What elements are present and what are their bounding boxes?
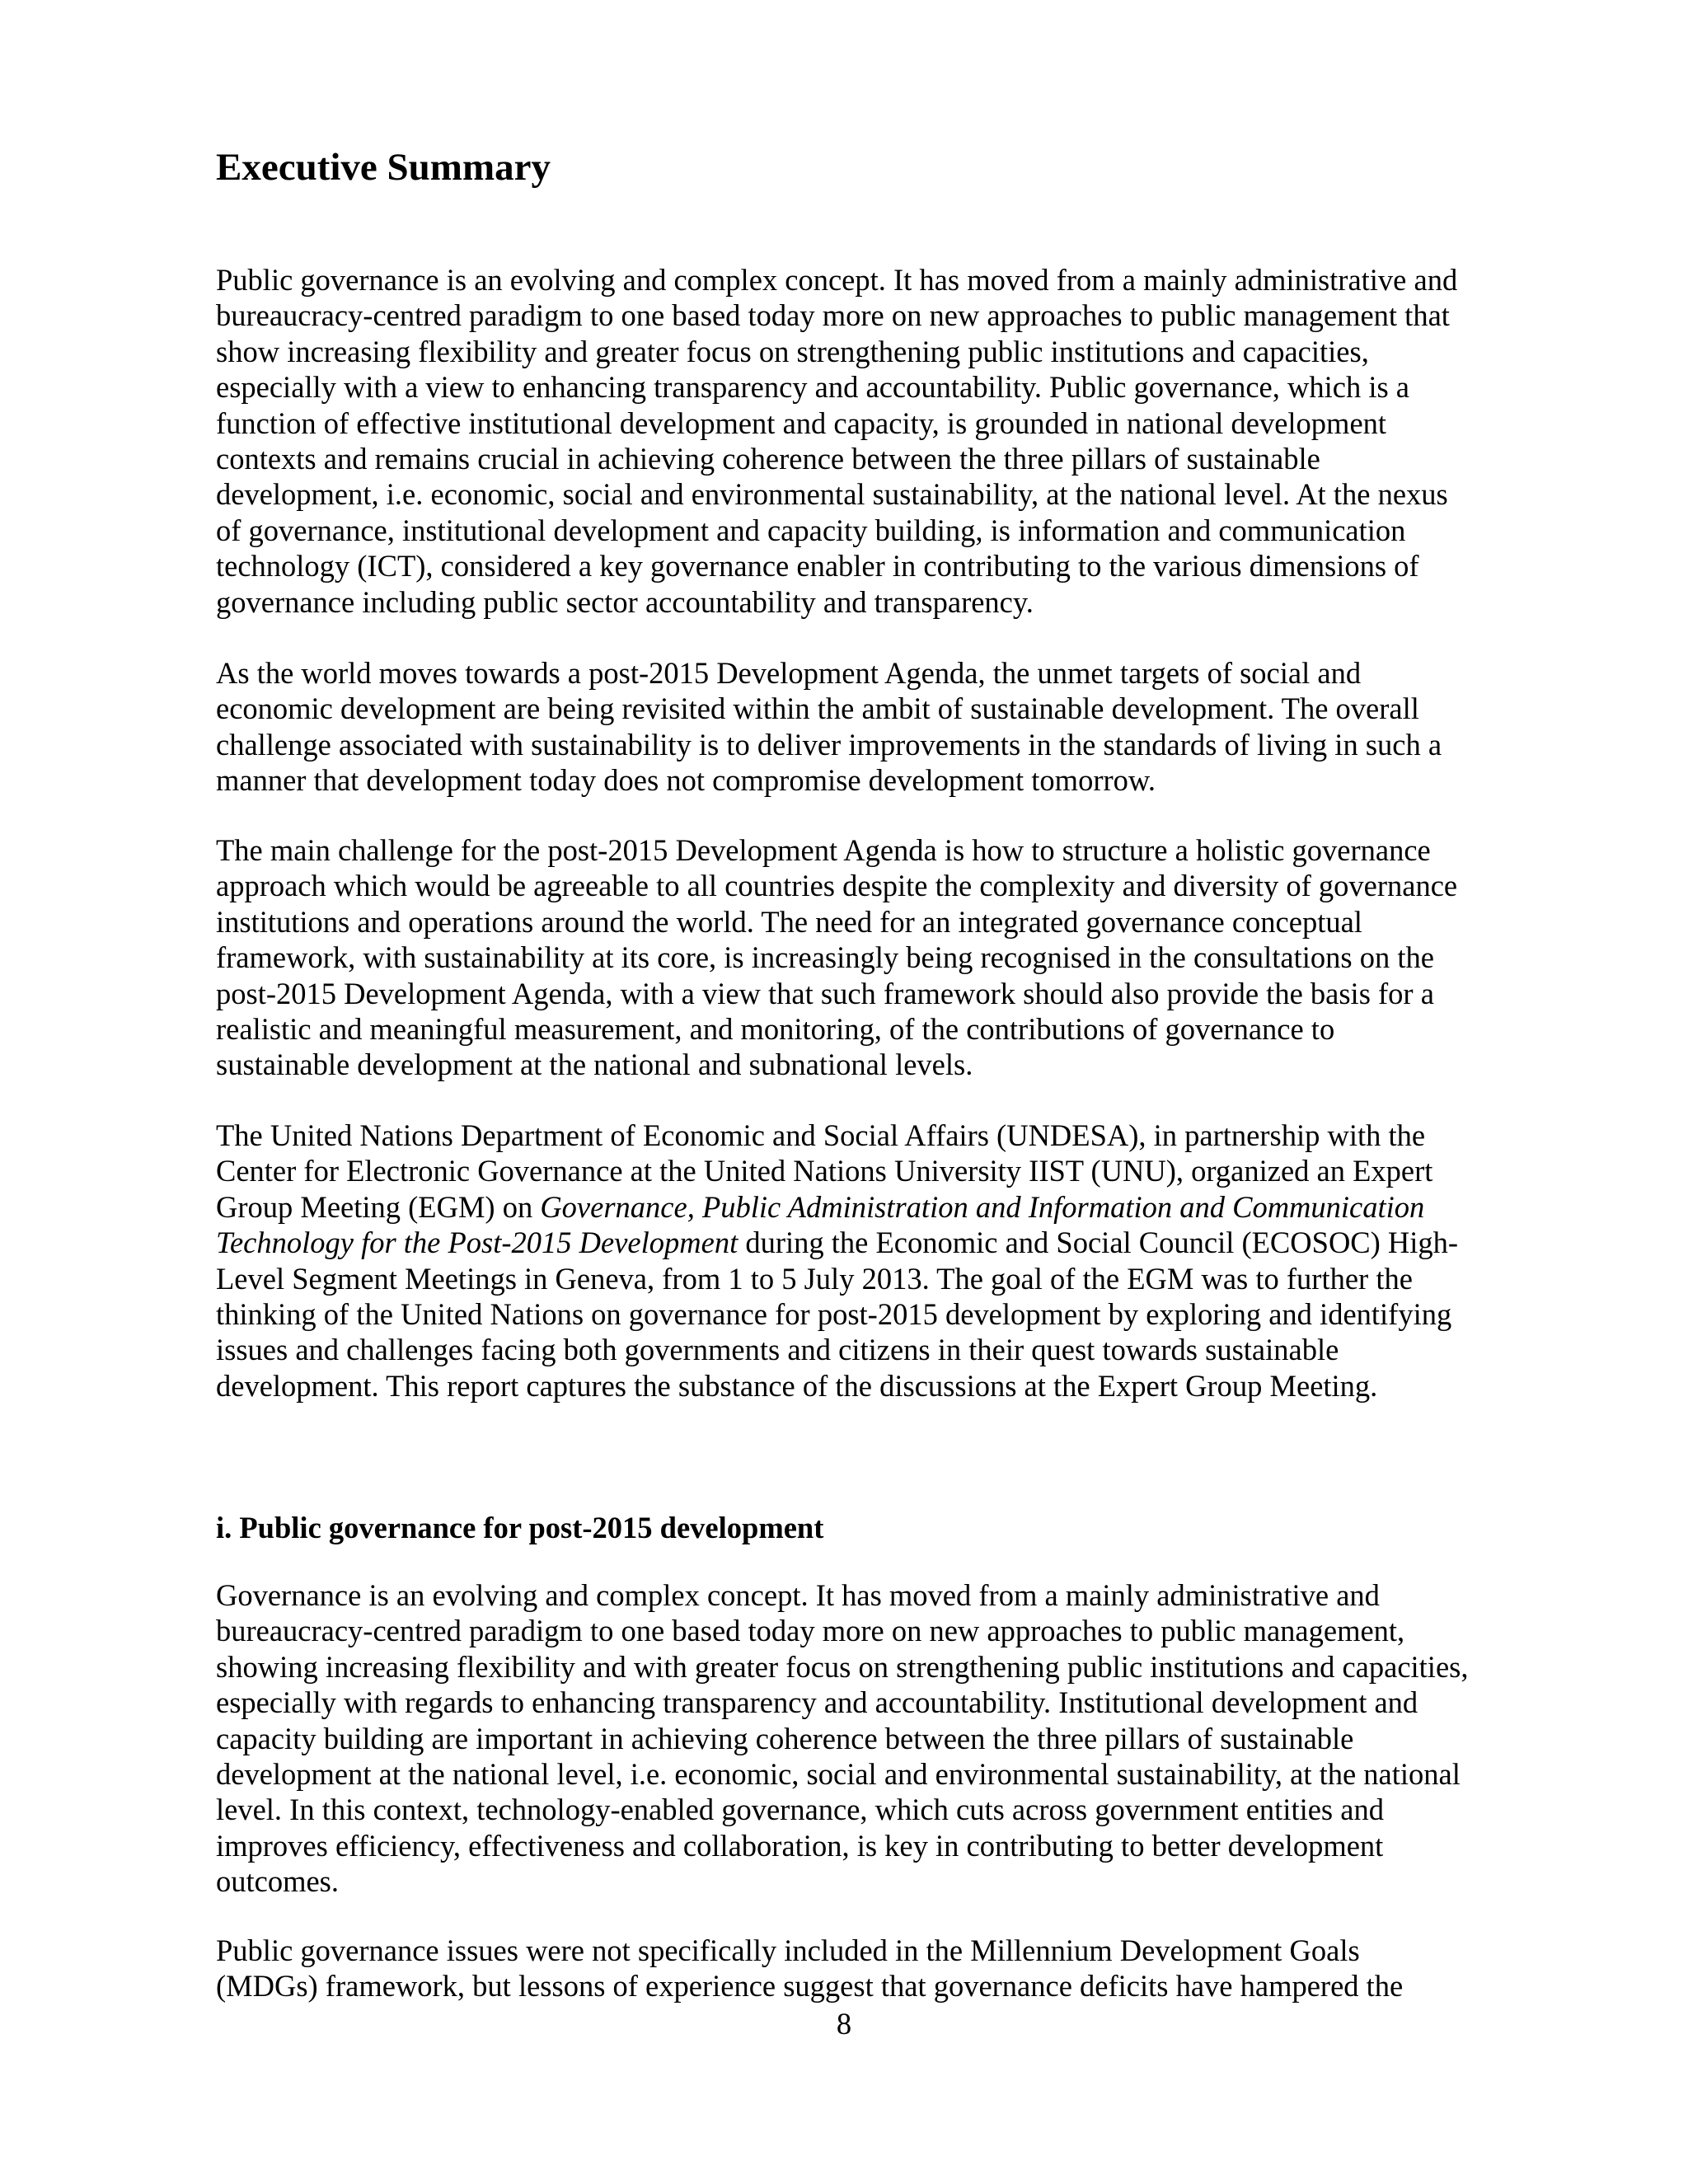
page-title: Executive Summary xyxy=(216,146,551,189)
egm-meeting-title: Governance, Public Administration and Information and Communication Technology for the Post-2015 Development xyxy=(216,1189,1425,1260)
egm-text-before: The United Nations Department of Economic and Social Affairs (UNDESA), in partnership with the Center for Electronic Governance at the United Nations University IIST (UNU), organized an Expert Group Meeting (EGM) on xyxy=(216,1118,1433,1224)
page-number: 8 xyxy=(836,2007,852,2041)
paragraph-post-2015-agenda: As the world moves towards a post-2015 Development Agenda, the unmet targets of social and economic development are being revisited within the ambit of sustainable development. The overall challenge associated with sustainability is to deliver improvements in the standards of living in such a manner that development today does not compromise development tomorrow. xyxy=(216,656,1442,798)
paragraph-main-challenge: The main challenge for the post-2015 Development Agenda is how to structure a holistic governance approach which would be agreeable to all countries despite the complexity and diversity of governance institutions and operations around the world. The need for an integrated governance conceptual framework, with sustainability at its core, is increasingly being recognised in the consultations on the post-2015 Development Agenda, with a view that such framework should also provide the basis for a realistic and meaningful measurement, and monitoring, of the contributions of governance to sustainable development at the national and subnational levels. xyxy=(216,833,1458,1082)
paragraph-egm xyxy=(216,1118,1469,1404)
section-heading: i. Public governance for post-2015 development xyxy=(216,1511,824,1544)
paragraph-public-governance: Public governance is an evolving and complex concept. It has moved from a mainly administrative and bureaucracy-centred paradigm to one based today more on new approaches to public management that show increasing flexibility and greater focus on strengthening public institutions and capacities, especially with a view to enhancing transparency and accountability. Public governance, which is a function of effective institutional development and capacity, is grounded in national development contexts and remains crucial in achieving coherence between the three pillars of sustainable development, i.e. economic, social and environmental sustainability, at the national level. At the nexus of governance, institutional development and capacity building, is information and communication technology (ICT), considered a key governance enabler in contributing to the various dimensions of governance including public sector accountability and transparency. xyxy=(216,263,1458,619)
paragraph-governance-concept: Governance is an evolving and complex concept. It has moved from a mainly administrative and bureaucracy-centred paradigm to one based today more on new approaches to public management, showing increasing flexibility and with greater focus on strengthening public institutions and capacities, especially with regards to enhancing transparency and accountability. Institutional development and capacity building are important in achieving coherence between the three pillars of sustainable development at the national level, i.e. economic, social and environmental sustainability, at the national level. In this context, technology-enabled governance, which cuts across government entities and improves efficiency, effectiveness and collaboration, is key in contributing to better development outcomes. xyxy=(216,1578,1469,1899)
egm-text-after: during the Economic and Social Council (ECOSOC) High-Level Segment Meetings in Geneva, from 1 to 5 July 2013. The goal of the EGM was to further the thinking of the United Nations on governance for post-2015 development by exploring and identifying issues and challenges facing both governments and citizens in their quest towards sustainable development. This report captures the substance of the discussions at the Expert Group Meeting. xyxy=(216,1226,1459,1403)
paragraph-mdgs: Public governance issues were not specifically included in the Millennium Development Goals (MDGs) framework, but lessons of experience suggest that governance deficits have hampered the xyxy=(216,1933,1404,2004)
